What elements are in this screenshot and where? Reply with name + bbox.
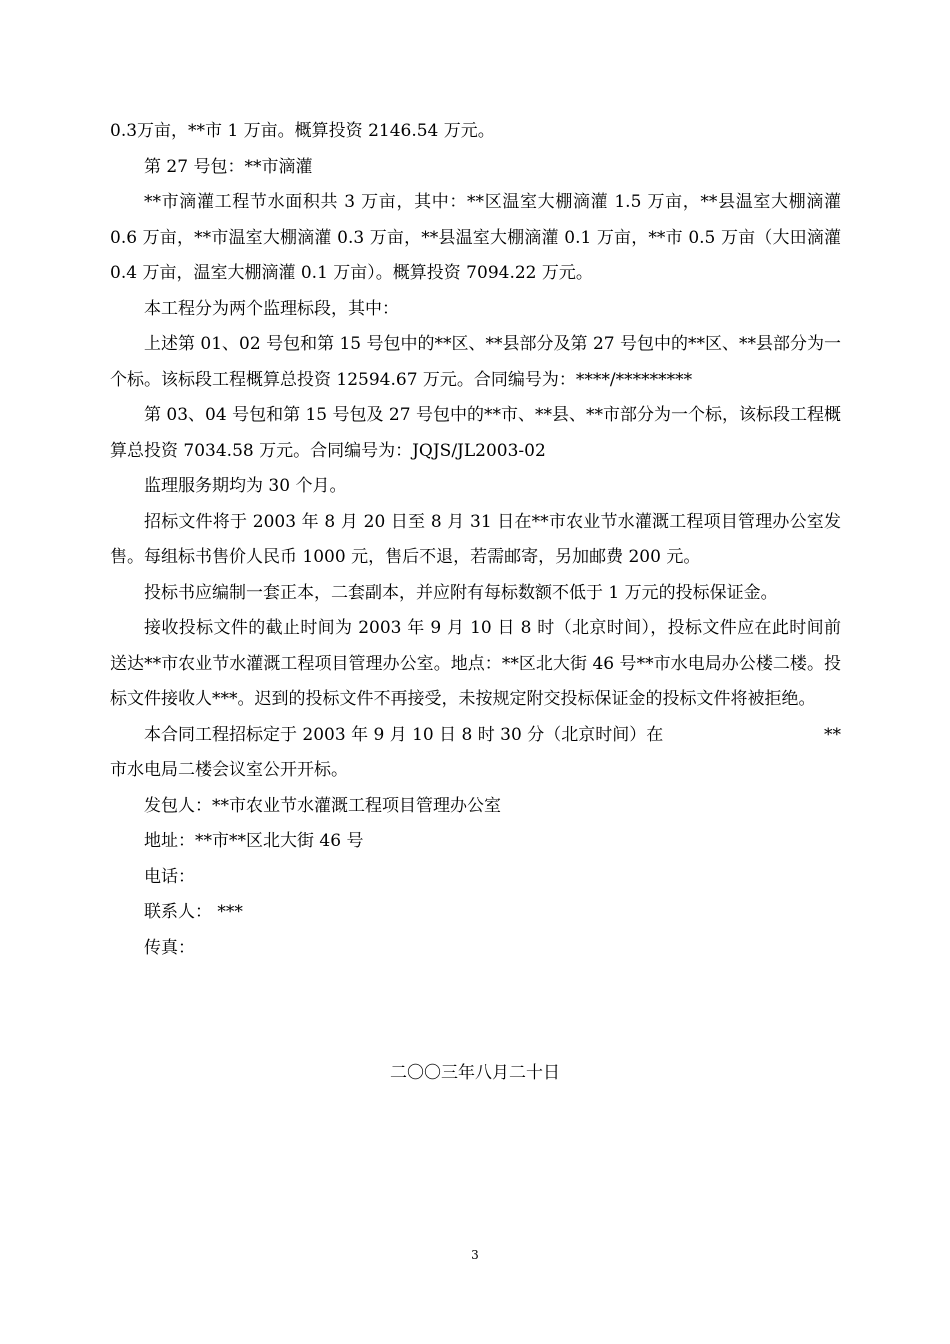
contact-fax: 传真： [144, 937, 195, 958]
paragraph: 第 03、04 号包和第 15 号包及 27 号包中的**市、**县、**市部分为一个标，该标段工程概算总投资 7034.58 万元。合同编号为：JQJS/JL2003-02 [110, 405, 841, 461]
page-number: 3 [471, 1248, 479, 1262]
bid-opening-continuation: 市水电局二楼会议室公开开标。 [110, 760, 348, 780]
contact-employer: 发包人：**市农业节水灌溉工程项目管理办公室 [144, 795, 501, 816]
paragraph: **市滴灌工程节水面积共 3 万亩，其中：**区温室大棚滴灌 1.5 万亩，**县温室大棚滴灌 0.6 万亩，**市温室大棚滴灌 0.3 万亩，**县温室大棚滴灌 0.1 万亩，**市 0.5 万亩（大田滴灌 0.4 万亩，温室大棚滴灌 0.1 万亩）。概算投资 7094.22 万元。 [110, 192, 841, 283]
paragraph: 接收投标文件的截止时间为 2003 年 9 月 10 日 8 时（北京时间），投标文件应在此时间前送达**市农业节水灌溉工程项目管理办公室。地点：**区北大街 46 号**市水电局办公楼二楼。投标文件接收人***。迟到的投标文件不再接受，未按规定附交投标保证金的投标文件将被拒绝。 [110, 618, 841, 709]
package-27-heading: 第 27 号包：**市滴灌 [144, 156, 313, 177]
document-body [110, 114, 841, 966]
paragraph: 监理服务期均为 30 个月。 [144, 476, 347, 496]
bid-opening-line-end: ** [824, 724, 841, 745]
paragraph: 投标书应编制一套正本，二套副本，并应附有每标数额不低于 1 万元的投标保证金。 [144, 582, 778, 603]
document-date: 二〇〇三年八月二十日 [390, 1063, 560, 1083]
paragraph: 招标文件将于 2003 年 8 月 20 日至 8 月 31 日在**市农业节水灌溉工程项目管理办公室发售。每组标书售价人民币 1000 元，售后不退，若需邮寄，另加邮费 200 元。 [110, 511, 841, 567]
bid-opening-line-start: 本合同工程招标定于 2003 年 9 月 10 日 8 时 30 分（北京时间）在 [144, 724, 664, 745]
contact-address: 地址：**市**区北大街 46 号 [144, 831, 364, 851]
bid-opening-paragraph [110, 718, 841, 754]
contact-person: 联系人： *** [144, 902, 243, 922]
paragraph: 上述第 01、02 号包和第 15 号包中的**区、**县部分及第 27 号包中的**区、**县部分为一个标。该标段工程概算总投资 12594.67 万元。合同编号为：****/********* [110, 334, 841, 390]
paragraph: 0.3万亩，**市 1 万亩。概算投资 2146.54 万元。 [110, 121, 495, 141]
contact-phone: 电话： [144, 866, 195, 887]
paragraph: 本工程分为两个监理标段，其中： [144, 298, 399, 319]
